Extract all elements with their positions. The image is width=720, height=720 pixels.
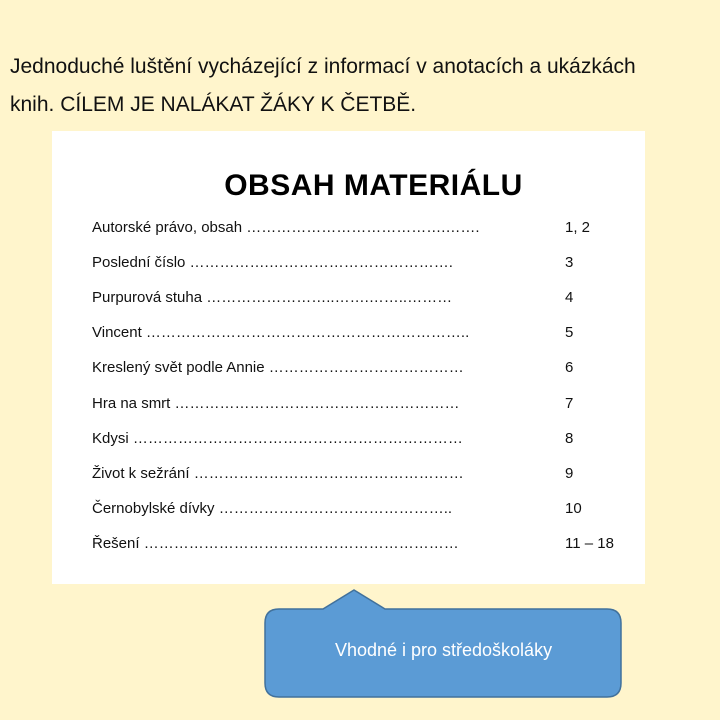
toc-entry-page: 8 <box>565 430 574 447</box>
toc-entry-label: Kdysi ………………………………………………………… <box>92 430 463 447</box>
toc-entry-page: 7 <box>565 395 574 412</box>
callout-text: Vhodné i pro středoškoláky <box>334 640 553 660</box>
toc-entry-label: Vincent ……………………………………………………….. <box>92 324 470 341</box>
toc-entry-label: Život k sežrání ……………………………………………… <box>92 465 464 482</box>
toc-entry-page: 4 <box>565 289 574 306</box>
toc-entry-page: 6 <box>565 359 574 376</box>
toc-entry-page: 10 <box>565 500 582 517</box>
toc-entry-label: Kreslený svět podle Annie ………………………………… <box>92 359 464 376</box>
toc-entry-label: Černobylské dívky ……………………………………….. <box>92 500 453 517</box>
toc-entry-page: 5 <box>565 324 574 341</box>
toc-title: OBSAH MATERIÁLU <box>224 169 523 202</box>
toc-entry-label: Poslední číslo …………….………………………………. <box>92 254 453 271</box>
toc-entry-page: 9 <box>565 465 574 482</box>
toc-entry-page: 1, 2 <box>565 219 591 236</box>
toc-entry-label: Purpurová stuha ……………………..…….……..……… <box>92 289 453 306</box>
toc-entry-label: Řešení ……………………………………………………… <box>92 535 459 552</box>
intro-line-1: Jednoduché luštění vycházející z informací v anotacích a ukázkách <box>10 55 636 78</box>
intro-line-2: knih. CÍLEM JE NALÁKAT ŽÁKY K ČETBĚ. <box>10 93 417 116</box>
toc-entry-label: Hra na smrt ………………………………………………… <box>92 395 460 412</box>
toc-entry-label: Autorské právo, obsah ………………………………….……. <box>92 219 480 236</box>
toc-entry-page: 3 <box>565 254 574 271</box>
toc-entry-page: 11 – 18 <box>565 535 614 552</box>
